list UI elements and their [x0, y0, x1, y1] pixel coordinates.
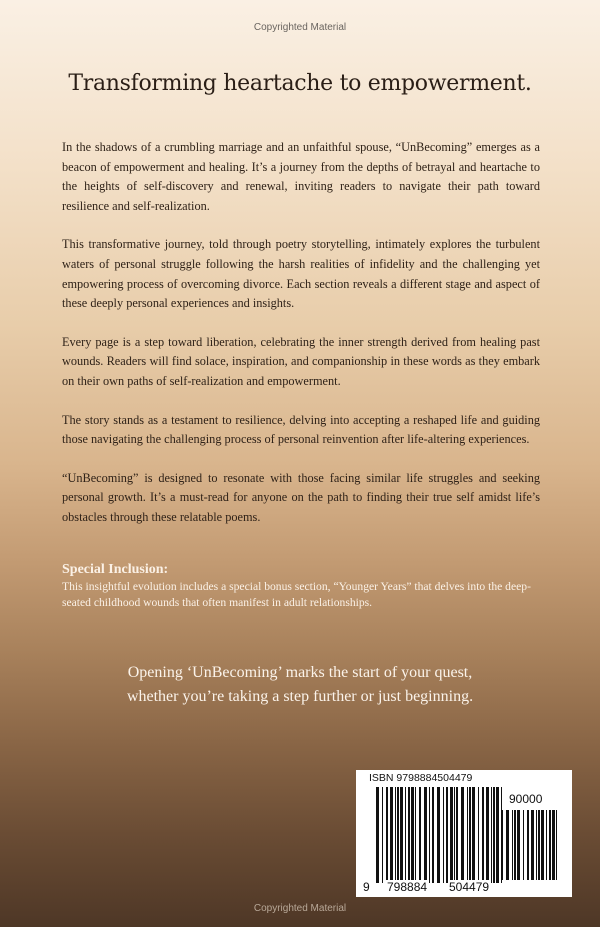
paragraph: Every page is a step toward liberation, celebrating the inner strength derived from healing past wounds. Readers will find solace, inspiration, and companionship in these words as they embark on their own paths of self-realization and empowerment.	[62, 334, 540, 388]
barcode-bar	[546, 810, 547, 880]
barcode-bar	[461, 787, 464, 883]
barcode-bar	[429, 787, 430, 883]
closing-line: Opening ‘UnBecoming’ marks the start of your quest,	[127, 663, 473, 681]
barcode-bar	[491, 787, 492, 883]
barcode-bar	[400, 787, 403, 883]
barcode-bar	[382, 787, 383, 883]
barcode-bar	[496, 787, 499, 883]
barcode-bar	[454, 787, 455, 883]
blurb	[62, 138, 540, 547]
barcode-bar	[390, 787, 393, 883]
barcode-bar	[514, 810, 516, 880]
barcode-bar	[386, 787, 388, 883]
barcode-bar	[506, 810, 509, 880]
barcode-bar	[395, 787, 396, 883]
barcode-bar	[501, 810, 503, 880]
barcode-bar	[493, 787, 495, 883]
paragraph: This transformative journey, told through poetry storytelling, intimately explores the turbulent waters of personal struggle following the harsh realities of infidelity and the challenging yet empowering process of overcoming divorce. Each section reveals a different stage and aspect of these deeply personal experiences and insights.	[62, 237, 540, 311]
isbn-barcode	[356, 770, 572, 897]
closing-line: whether you’re taking a step further or just beginning.	[126, 687, 474, 705]
price-code: 90000	[509, 792, 543, 806]
barcode-bar	[419, 787, 421, 883]
barcode-bar	[432, 787, 434, 883]
barcode-bar	[405, 787, 406, 883]
barcode-bar	[538, 810, 540, 880]
barcode-bar	[415, 787, 416, 883]
barcode-bar	[376, 787, 379, 883]
barcode-bar	[397, 787, 399, 883]
barcode-bar	[482, 787, 484, 883]
barcode-bar	[523, 810, 524, 880]
closing-statement	[0, 661, 600, 709]
barcode-bar	[517, 810, 520, 880]
isbn-label: ISBN 9798884504479	[369, 772, 473, 784]
barcode-bar	[527, 810, 529, 880]
barcode-bar	[556, 810, 557, 880]
barcode-digits-right: 504479	[449, 880, 490, 894]
barcode-bar	[467, 787, 468, 883]
barcode-bar	[450, 787, 453, 883]
barcode-bar	[446, 787, 448, 883]
barcode-bar	[552, 810, 555, 880]
barcode-bar	[472, 787, 475, 883]
special-inclusion	[62, 561, 552, 611]
barcode-bar	[469, 787, 471, 883]
barcode-digit-lead: 9	[363, 880, 370, 894]
barcode-digits-left: 798884	[387, 880, 428, 894]
page-title: Transforming heartache to empowerment.	[68, 71, 532, 96]
paragraph: “UnBecoming” is designed to resonate with those facing similar life struggles and seeking personal growth. It’s a must-read for anyone on the path to finding their true self amidst life’s obstacles through these relatable poems.	[62, 470, 540, 524]
barcode-bar	[443, 787, 444, 883]
paragraph: The story stands as a testament to resilience, delving into accepting a reshaped life and guiding those navigating the challenging process of personal reinvention after life-altering experiences.	[62, 412, 540, 447]
barcode-bars	[376, 787, 508, 883]
addon-bars	[501, 810, 561, 880]
content-column	[0, 138, 600, 709]
barcode-bar	[531, 810, 534, 880]
barcode-bar	[437, 787, 440, 883]
barcode-bar	[478, 787, 479, 883]
barcode-bar	[411, 787, 414, 883]
barcode-bar	[536, 810, 537, 880]
paragraph: In the shadows of a crumbling marriage and an unfaithful spouse, “UnBecoming” emerges as a beacon of empowerment and healing. It’s a journey from the depths of betrayal and heartache to the heights of self-discovery and renewal, inviting readers to navigate their path toward resilience and self-realization.	[62, 140, 540, 213]
watermark-bottom: Copyrighted Material	[253, 903, 347, 914]
barcode-bar	[456, 787, 458, 883]
watermark-top: Copyrighted Material	[253, 22, 347, 33]
barcode-bar	[549, 810, 551, 880]
barcode-bar	[486, 787, 489, 883]
special-text: This insightful evolution includes a special bonus section, “Younger Years” that delves into the deep-seated childhood wounds that often manifest in adult relationships.	[62, 579, 531, 609]
barcode-bar	[424, 787, 427, 883]
barcode-bar	[541, 810, 544, 880]
barcode-bar	[512, 810, 513, 880]
barcode-bar	[408, 787, 410, 883]
special-heading: Special Inclusion:	[62, 561, 169, 577]
